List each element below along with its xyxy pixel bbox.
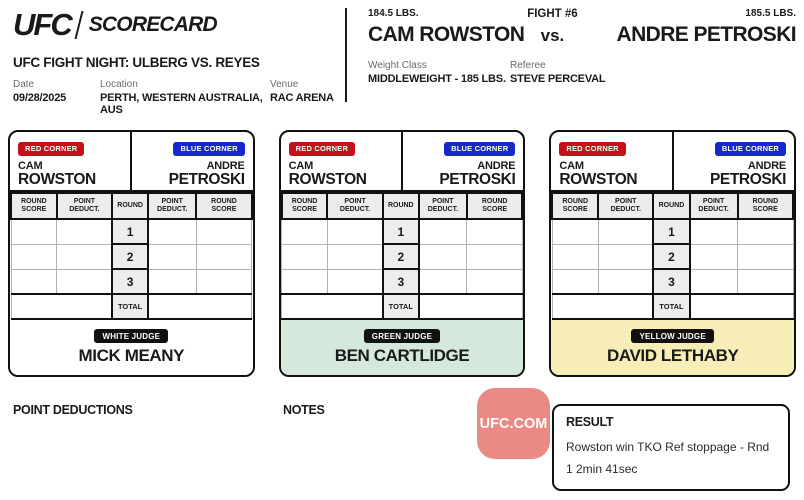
total-row [282, 294, 523, 319]
blue-fighter-first-name: ANDRE [477, 160, 516, 172]
event-title: UFC FIGHT NIGHT: ULBERG VS. REYES [13, 55, 260, 70]
round-number-cell: 3 [383, 269, 419, 294]
blue-point-deduct-cell [148, 219, 196, 244]
blue-corner-half [132, 132, 252, 190]
round-3-row [11, 269, 252, 294]
round-2-row [552, 244, 793, 269]
blue-point-deduct-header: POINT DEDUCT. [419, 193, 467, 219]
header-left [13, 7, 343, 116]
round-header: ROUND [383, 193, 419, 219]
red-total-cell [11, 294, 112, 319]
blue-point-deduct-header: POINT DEDUCT. [148, 193, 196, 219]
result-box [552, 404, 790, 491]
red-round-score-cell [282, 269, 328, 294]
meta-referee [510, 60, 605, 85]
red-corner-half [281, 132, 403, 190]
round-number-cell: 1 [112, 219, 148, 244]
red-point-deduct-cell [598, 244, 653, 269]
card-fighter-header [10, 132, 253, 192]
meta-date [13, 79, 100, 116]
judge-role-badge: YELLOW JUDGE [631, 329, 713, 343]
round-number-cell: 2 [112, 244, 148, 269]
red-round-score-cell [282, 244, 328, 269]
blue-point-deduct-cell [148, 269, 196, 294]
round-2-row [11, 244, 252, 269]
card-fighter-header [551, 132, 794, 192]
bottom-section [0, 377, 804, 500]
blue-fighter-weight: 185.5 LBS. [745, 8, 796, 19]
red-fighter-last-name: ROWSTON [18, 171, 96, 188]
blue-fighter-name: ANDRE PETROSKI [616, 23, 796, 46]
notes-label: NOTES [283, 403, 325, 417]
page-header [0, 0, 804, 116]
red-round-score-cell [11, 219, 57, 244]
round-header: ROUND [653, 193, 689, 219]
round-1-row [552, 219, 793, 244]
red-fighter-name: CAM ROWSTON [368, 23, 525, 46]
red-round-score-cell [552, 244, 598, 269]
red-round-score-cell [282, 219, 328, 244]
red-fighter-header [368, 8, 524, 47]
venue-value: RAC ARENA [270, 92, 334, 104]
blue-round-score-cell [196, 244, 251, 269]
score-table-header-row [11, 193, 252, 219]
judge-scorecard [549, 130, 796, 377]
judge-role-badge: GREEN JUDGE [364, 329, 440, 343]
round-number-cell: 2 [653, 244, 689, 269]
red-point-deduct-header: POINT DEDUCT. [598, 193, 653, 219]
blue-round-score-cell [196, 269, 251, 294]
red-fighter-first-name: CAM [288, 160, 314, 172]
blue-point-deduct-cell [690, 244, 738, 269]
blue-fighter-last-name: PETROSKI [439, 171, 516, 188]
red-point-deduct-cell [327, 219, 382, 244]
referee-label: Referee [510, 60, 546, 71]
bout-meta-row [368, 60, 796, 85]
red-point-deduct-cell [598, 269, 653, 294]
judge-cards-row [8, 130, 796, 377]
blue-corner-badge: BLUE CORNER [173, 142, 244, 156]
blue-round-score-header: ROUND SCORE [738, 193, 793, 219]
result-text: Rowston win TKO Ref stoppage - Rnd 1 2min 41sec [566, 440, 770, 477]
bout-row [368, 8, 796, 47]
round-number-cell: 1 [653, 219, 689, 244]
round-number-cell: 3 [653, 269, 689, 294]
red-fighter-weight: 184.5 LBS. [368, 8, 419, 19]
blue-corner-badge: BLUE CORNER [715, 142, 786, 156]
blue-fighter-first-name: ANDRE [747, 160, 787, 172]
red-point-deduct-cell [57, 219, 112, 244]
judge-scorecard [8, 130, 255, 377]
judge-name: BEN CARTLIDGE [334, 346, 470, 365]
judge-name: MICK MEANY [78, 346, 185, 365]
scorecard-logo-text: SCORECARD [88, 13, 217, 36]
red-total-cell [552, 294, 653, 319]
location-label: Location [100, 79, 138, 90]
card-fighter-header [281, 132, 524, 192]
weight-class-label: Weight Class [368, 60, 427, 71]
blue-total-cell [419, 294, 523, 319]
red-point-deduct-header: POINT DEDUCT. [57, 193, 112, 219]
red-point-deduct-cell [327, 244, 382, 269]
blue-point-deduct-cell [690, 269, 738, 294]
location-value: PERTH, WESTERN AUSTRALIA, AUS [100, 92, 263, 116]
header-right [368, 8, 796, 85]
score-table [551, 192, 794, 320]
red-fighter-last-name: ROWSTON [559, 171, 638, 188]
header-vertical-divider [345, 8, 347, 102]
red-corner-badge: RED CORNER [18, 142, 84, 156]
total-row [11, 294, 252, 319]
ufc-logo: UFC [13, 7, 71, 42]
round-3-row [282, 269, 523, 294]
red-total-cell [282, 294, 383, 319]
meta-location [100, 79, 270, 116]
venue-label: Venue [270, 79, 299, 90]
blue-round-score-header: ROUND SCORE [467, 193, 522, 219]
blue-total-cell [690, 294, 794, 319]
blue-round-score-cell [738, 244, 793, 269]
score-table-header-row [552, 193, 793, 219]
red-corner-half [551, 132, 673, 190]
vs-label: vs. [540, 26, 565, 45]
blue-point-deduct-cell [419, 219, 467, 244]
blue-point-deduct-cell [419, 244, 467, 269]
judge-footer [551, 320, 794, 375]
red-corner-half [10, 132, 132, 190]
red-round-score-cell [552, 269, 598, 294]
blue-fighter-header [617, 8, 796, 47]
red-fighter-first-name: CAM [559, 160, 584, 172]
judge-name: DAVID LETHABY [606, 346, 739, 365]
score-table [10, 192, 253, 320]
blue-round-score-cell [738, 269, 793, 294]
blue-point-deduct-cell [419, 269, 467, 294]
red-point-deduct-cell [57, 269, 112, 294]
blue-round-score-cell [467, 269, 522, 294]
blue-corner-half [403, 132, 523, 190]
meta-weight-class [368, 60, 510, 85]
blue-point-deduct-header: POINT DEDUCT. [690, 193, 738, 219]
round-number-cell: 1 [383, 219, 419, 244]
round-header: ROUND [112, 193, 148, 219]
judge-footer [10, 320, 253, 375]
red-round-score-header: ROUND SCORE [552, 193, 598, 219]
score-table-header-row [282, 193, 523, 219]
blue-fighter-last-name: PETROSKI [709, 171, 787, 188]
total-label-cell: TOTAL [383, 294, 419, 319]
total-label-cell: TOTAL [112, 294, 148, 319]
judge-role-badge: WHITE JUDGE [94, 329, 168, 343]
blue-round-score-cell [467, 244, 522, 269]
total-label-cell: TOTAL [653, 294, 689, 319]
red-fighter-first-name: CAM [18, 160, 43, 172]
result-label: RESULT [566, 415, 614, 429]
referee-value: STEVE PERCEVAL [510, 73, 606, 85]
total-row [552, 294, 793, 319]
red-point-deduct-cell [327, 269, 382, 294]
blue-fighter-last-name: PETROSKI [168, 171, 245, 188]
blue-point-deduct-cell [148, 244, 196, 269]
ufc-scorecard-logo [13, 7, 343, 42]
red-fighter-last-name: ROWSTON [288, 171, 367, 188]
ufc-com-watermark: UFC.COM [477, 388, 550, 459]
date-value: 09/28/2025 [13, 92, 67, 104]
red-corner-badge: RED CORNER [289, 142, 355, 156]
weight-class-value: MIDDLEWEIGHT - 185 LBS. [368, 73, 506, 85]
blue-corner-badge: BLUE CORNER [444, 142, 515, 156]
red-corner-badge: RED CORNER [559, 142, 625, 156]
round-1-row [282, 219, 523, 244]
round-2-row [282, 244, 523, 269]
bout-center [527, 8, 577, 46]
red-point-deduct-cell [598, 219, 653, 244]
blue-point-deduct-cell [690, 219, 738, 244]
red-round-score-header: ROUND SCORE [282, 193, 328, 219]
point-deductions-label: POINT DEDUCTIONS [13, 403, 133, 417]
judge-scorecard [279, 130, 526, 377]
blue-total-cell [148, 294, 252, 319]
round-number-cell: 3 [112, 269, 148, 294]
red-round-score-cell [552, 219, 598, 244]
red-point-deduct-cell [57, 244, 112, 269]
red-round-score-header: ROUND SCORE [11, 193, 57, 219]
judge-footer [281, 320, 524, 375]
round-3-row [552, 269, 793, 294]
blue-fighter-first-name: ANDRE [206, 160, 245, 172]
meta-venue [270, 79, 343, 116]
red-round-score-cell [11, 269, 57, 294]
red-point-deduct-header: POINT DEDUCT. [327, 193, 382, 219]
blue-round-score-header: ROUND SCORE [196, 193, 251, 219]
logo-slash-divider [74, 11, 83, 39]
blue-round-score-cell [467, 219, 522, 244]
round-number-cell: 2 [383, 244, 419, 269]
round-1-row [11, 219, 252, 244]
blue-round-score-cell [196, 219, 251, 244]
event-meta-row [13, 79, 343, 116]
blue-corner-half [674, 132, 794, 190]
blue-round-score-cell [738, 219, 793, 244]
red-round-score-cell [11, 244, 57, 269]
score-table [281, 192, 524, 320]
date-label: Date [13, 79, 35, 90]
fight-number: FIGHT #6 [527, 8, 578, 20]
